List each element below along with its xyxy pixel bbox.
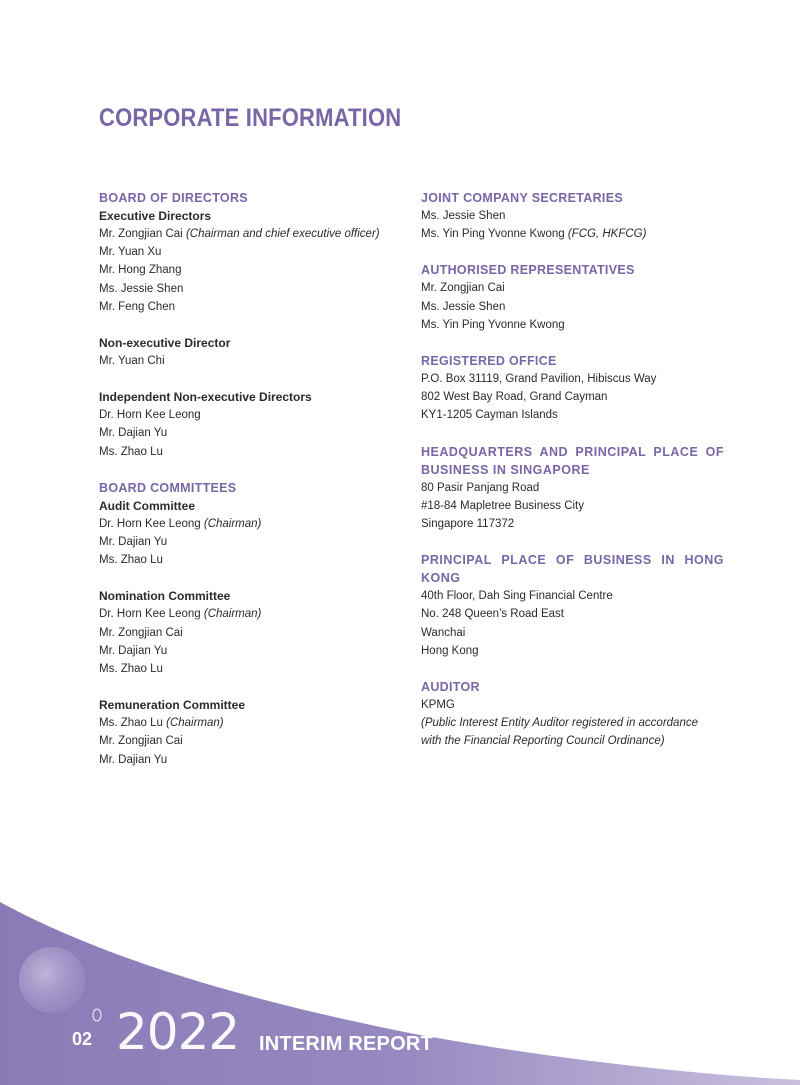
auditor-note: with the Financial Reporting Council Ordinance) [421,735,665,748]
list-item: Dr. Horn Kee Leong (Chairman) [99,517,262,530]
address-line: KY1-1205 Cayman Islands [421,409,558,422]
page-number: 02 [72,1029,93,1049]
subheading: Remuneration Committee [99,698,246,713]
list-item: Ms. Yin Ping Yvonne Kwong [421,318,565,331]
list-item: Ms. Zhao Lu [99,445,163,458]
auditor-note: (Public Interest Entity Auditor registered in accordance [421,717,698,730]
list-item: Ms. Zhao Lu (Chairman) [99,717,224,730]
board-of-directors-section [99,189,409,461]
section-heading: AUDITOR [421,680,480,695]
subheading: Executive Directors [99,209,212,223]
page-title: CORPORATE INFORMATION [99,104,402,132]
list-item: Mr. Dajian Yu [99,427,168,440]
address-line: 40th Floor, Dah Sing Financial Centre [421,590,613,603]
section-heading: REGISTERED OFFICE [421,354,557,369]
subheading: Non-executive Director [99,336,231,351]
hong-kong-section [421,551,731,660]
list-item: Dr. Horn Kee Leong [99,409,201,422]
board-committees-section [99,479,409,769]
auditor-section [421,678,731,751]
list-item: Mr. Zongjian Cai [99,626,183,639]
report-label: INTERIM REPORT [259,1033,433,1055]
address-line: P.O. Box 31119, Grand Pavilion, Hibiscus Way [421,373,657,386]
list-item: Ms. Yin Ping Yvonne Kwong (FCG, HKFCG) [421,228,647,241]
address-line: Singapore 117372 [421,518,515,531]
left-column [99,189,409,787]
secretaries-section [421,189,731,243]
address-line: 802 West Bay Road, Grand Cayman [421,391,608,404]
list-item: Mr. Zongjian Cai [99,735,183,748]
section-heading: PRINCIPAL PLACE OF BUSINESS IN HONG KONG [421,553,724,586]
report-year: 2022 [116,1003,240,1061]
section-heading: HEADQUARTERS AND PRINCIPAL PLACE OF BUSINESS IN SINGAPORE [421,444,724,477]
section-heading: AUTHORISED REPRESENTATIVES [421,263,635,278]
list-item: Ms. Jessie Shen [421,210,506,222]
list-item: Mr. Dajian Yu [99,753,168,766]
address-line: Wanchai [421,626,466,639]
address-line: Hong Kong [421,644,479,657]
registered-office-section [421,352,731,425]
section-heading: JOINT COMPANY SECRETARIES [421,191,623,205]
decorative-orb [19,947,85,1013]
right-column [421,189,731,769]
subheading: Audit Committee [99,498,195,513]
list-item: Mr. Zongjian Cai (Chairman and chief executive officer) [99,228,380,240]
address-line: 80 Pasir Panjang Road [421,481,540,494]
list-item: Ms. Zhao Lu [99,554,163,567]
representatives-section [421,261,731,334]
list-item: Mr. Yuan Xu [99,246,162,259]
list-item: Mr. Dajian Yu [99,536,168,549]
list-item: Mr. Hong Zhang [99,264,182,277]
list-item: Mr. Zongjian Cai [421,282,505,295]
list-item: Ms. Zhao Lu [99,663,163,676]
list-item: Dr. Horn Kee Leong (Chairman) [99,608,262,621]
section-heading: BOARD OF DIRECTORS [99,191,248,205]
hq-singapore-section [421,443,731,534]
subheading: Independent Non-executive Directors [99,390,312,405]
auditor-name: KPMG [421,699,455,712]
section-heading: BOARD COMMITTEES [99,480,237,495]
list-item: Ms. Jessie Shen [421,300,506,313]
list-item: Mr. Feng Chen [99,300,176,313]
subheading: Nomination Committee [99,589,231,604]
list-item: Ms. Jessie Shen [99,282,184,295]
list-item: Mr. Dajian Yu [99,644,168,657]
address-line: #18-84 Mapletree Business City [421,499,584,512]
list-item: Mr. Yuan Chi [99,355,165,368]
address-line: No. 248 Queen’s Road East [421,608,564,621]
